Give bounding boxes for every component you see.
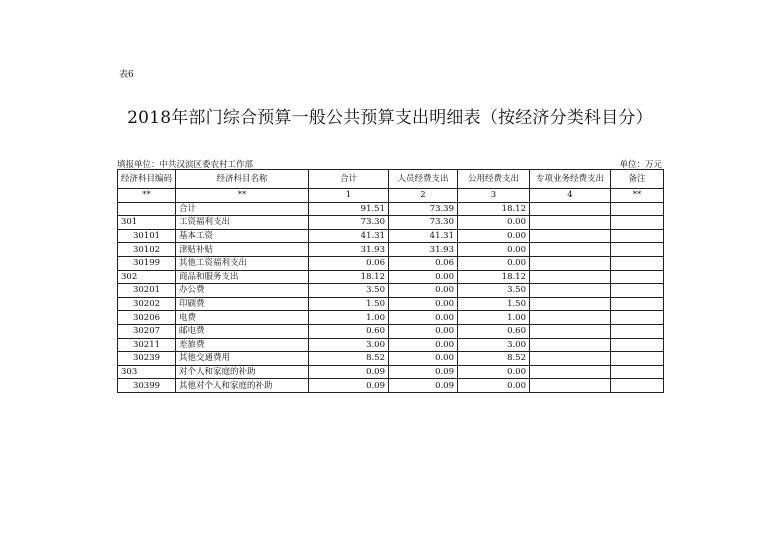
public-cell: 0.00 xyxy=(458,216,530,230)
page-title: 2018年部门综合预算一般公共预算支出明细表（按经济分类科目分） xyxy=(127,108,653,128)
economic-name-cell: 办公费 xyxy=(176,284,309,298)
project-cell xyxy=(530,216,611,230)
table-row xyxy=(118,338,664,352)
economic-code-cell: 30239 xyxy=(118,352,176,366)
economic-name-cell: 其他对个人和家庭的补助 xyxy=(176,379,309,393)
economic-name-cell: 其他工资福利支出 xyxy=(176,256,309,270)
public-cell: 8.52 xyxy=(458,352,530,366)
project-cell xyxy=(530,243,611,257)
economic-code-cell: 30399 xyxy=(118,379,176,393)
table-row xyxy=(118,324,664,338)
economic-name-cell: 差旅费 xyxy=(176,338,309,352)
table-row xyxy=(118,216,664,230)
remark-cell xyxy=(611,324,664,338)
public-cell: 0.00 xyxy=(458,256,530,270)
public-cell: 0.00 xyxy=(458,365,530,379)
project-cell xyxy=(530,297,611,311)
personnel-cell: 0.06 xyxy=(389,256,458,270)
economic-name-cell: 印刷费 xyxy=(176,297,309,311)
economic-name-cell: 商品和服务支出 xyxy=(176,270,309,284)
project-cell xyxy=(530,311,611,325)
project-cell xyxy=(530,202,611,216)
public-cell: 3.00 xyxy=(458,338,530,352)
total-cell: 73.30 xyxy=(309,216,389,230)
economic-code-cell: 30199 xyxy=(118,256,176,270)
economic-code-cell: 30201 xyxy=(118,284,176,298)
remark-cell xyxy=(611,311,664,325)
personnel-cell: 0.00 xyxy=(389,324,458,338)
col-header-remark: 备注 xyxy=(611,170,664,189)
personnel-cell: 0.09 xyxy=(389,379,458,393)
economic-name-cell: 对个人和家庭的补助 xyxy=(176,365,309,379)
remark-cell xyxy=(611,284,664,298)
project-cell xyxy=(530,379,611,393)
public-cell: 0.60 xyxy=(458,324,530,338)
table-row xyxy=(118,256,664,270)
col-header-personnel: 人员经费支出 xyxy=(389,170,458,189)
remark-cell xyxy=(611,229,664,243)
index-cell: 2 xyxy=(389,189,458,203)
remark-cell xyxy=(611,379,664,393)
remark-cell xyxy=(611,243,664,257)
remark-cell xyxy=(611,202,664,216)
project-cell xyxy=(530,284,611,298)
public-cell: 1.00 xyxy=(458,311,530,325)
index-cell: 1 xyxy=(309,189,389,203)
personnel-cell: 41.31 xyxy=(389,229,458,243)
index-cell: 4 xyxy=(530,189,611,203)
public-cell: 1.50 xyxy=(458,297,530,311)
economic-name-cell: 电费 xyxy=(176,311,309,325)
total-cell: 1.00 xyxy=(309,311,389,325)
public-cell: 0.00 xyxy=(458,379,530,393)
total-cell: 31.93 xyxy=(309,243,389,257)
total-cell: 41.31 xyxy=(309,229,389,243)
remark-cell xyxy=(611,338,664,352)
table-row xyxy=(118,297,664,311)
project-cell xyxy=(530,365,611,379)
project-cell xyxy=(530,324,611,338)
total-cell: 1.50 xyxy=(309,297,389,311)
economic-name-cell: 邮电费 xyxy=(176,324,309,338)
total-cell: 3.00 xyxy=(309,338,389,352)
table-row xyxy=(118,311,664,325)
economic-code-cell: 301 xyxy=(118,216,176,230)
economic-code-cell: 303 xyxy=(118,365,176,379)
table-row xyxy=(118,229,664,243)
economic-code-cell: 30206 xyxy=(118,311,176,325)
index-cell: ** xyxy=(611,189,664,203)
public-cell: 18.12 xyxy=(458,202,530,216)
index-row xyxy=(118,189,664,203)
total-cell: 0.60 xyxy=(309,324,389,338)
personnel-cell: 0.00 xyxy=(389,311,458,325)
economic-name-cell: 其他交通费用 xyxy=(176,352,309,366)
personnel-cell: 0.09 xyxy=(389,365,458,379)
project-cell xyxy=(530,270,611,284)
remark-cell xyxy=(611,270,664,284)
index-cell: 3 xyxy=(458,189,530,203)
economic-code-cell xyxy=(118,202,176,216)
table-row xyxy=(118,243,664,257)
project-cell xyxy=(530,229,611,243)
remark-cell xyxy=(611,365,664,379)
table-row xyxy=(118,270,664,284)
personnel-cell: 73.30 xyxy=(389,216,458,230)
economic-name-cell: 合计 xyxy=(176,202,309,216)
table-row xyxy=(118,379,664,393)
budget-table xyxy=(117,169,664,393)
remark-cell xyxy=(611,297,664,311)
project-cell xyxy=(530,338,611,352)
economic-name-cell: 基本工资 xyxy=(176,229,309,243)
personnel-cell: 0.00 xyxy=(389,270,458,284)
header-row xyxy=(118,170,664,189)
amount-unit: 单位：万元 xyxy=(619,160,662,170)
economic-code-cell: 302 xyxy=(118,270,176,284)
public-cell: 3.50 xyxy=(458,284,530,298)
total-cell: 18.12 xyxy=(309,270,389,284)
total-cell: 0.06 xyxy=(309,256,389,270)
personnel-cell: 0.00 xyxy=(389,284,458,298)
personnel-cell: 0.00 xyxy=(389,352,458,366)
personnel-cell: 73.39 xyxy=(389,202,458,216)
table-label: 表6 xyxy=(119,70,134,80)
economic-code-cell: 30101 xyxy=(118,229,176,243)
table-row xyxy=(118,365,664,379)
total-cell: 0.09 xyxy=(309,365,389,379)
col-header-total: 合计 xyxy=(309,170,389,189)
total-cell: 0.09 xyxy=(309,379,389,393)
project-cell xyxy=(530,256,611,270)
remark-cell xyxy=(611,216,664,230)
reporting-unit: 填报单位：中共汉滨区委农村工作部 xyxy=(117,160,254,170)
col-header-name: 经济科目名称 xyxy=(176,170,309,189)
economic-name-cell: 工资福利支出 xyxy=(176,216,309,230)
remark-cell xyxy=(611,256,664,270)
personnel-cell: 0.00 xyxy=(389,297,458,311)
total-cell: 3.50 xyxy=(309,284,389,298)
personnel-cell: 31.93 xyxy=(389,243,458,257)
col-header-project: 专项业务经费支出 xyxy=(530,170,611,189)
table-row xyxy=(118,202,664,216)
index-cell: ** xyxy=(118,189,176,203)
table-row xyxy=(118,284,664,298)
public-cell: 0.00 xyxy=(458,229,530,243)
total-cell: 91.51 xyxy=(309,202,389,216)
economic-code-cell: 30102 xyxy=(118,243,176,257)
public-cell: 18.12 xyxy=(458,270,530,284)
total-cell: 8.52 xyxy=(309,352,389,366)
remark-cell xyxy=(611,352,664,366)
personnel-cell: 0.00 xyxy=(389,338,458,352)
public-cell: 0.00 xyxy=(458,243,530,257)
col-header-code: 经济科目编码 xyxy=(118,170,176,189)
table-row xyxy=(118,352,664,366)
col-header-public: 公用经费支出 xyxy=(458,170,530,189)
economic-code-cell: 30202 xyxy=(118,297,176,311)
index-cell: ** xyxy=(176,189,309,203)
economic-code-cell: 30207 xyxy=(118,324,176,338)
economic-name-cell: 津贴补贴 xyxy=(176,243,309,257)
economic-code-cell: 30211 xyxy=(118,338,176,352)
project-cell xyxy=(530,352,611,366)
